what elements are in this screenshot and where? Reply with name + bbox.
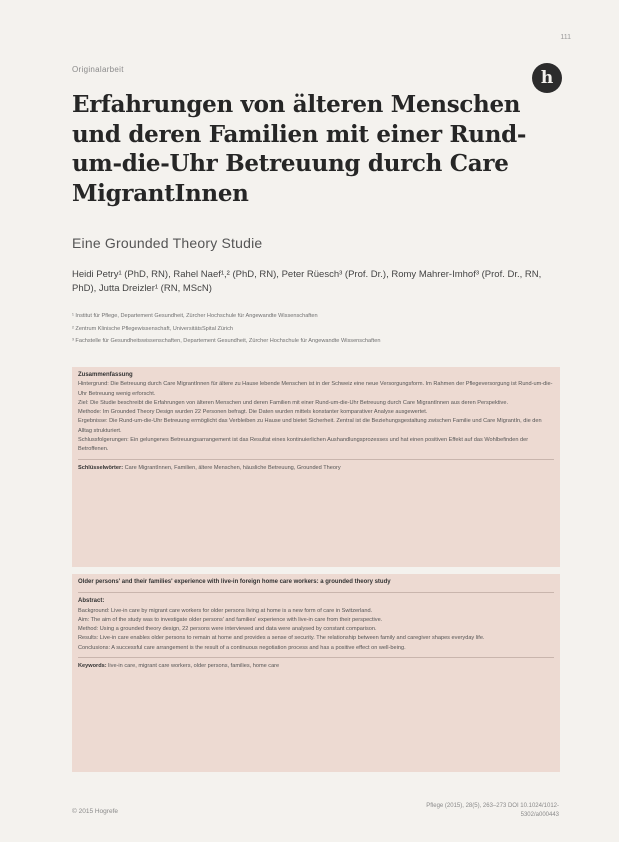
- english-keywords: [78, 657, 554, 671]
- page-number: 111: [560, 34, 571, 41]
- english-abstract-paragraph: Results: Live-in care enables older persons to remain at home and provides a sense of security. The relationship between family and caregiver shapes everyday life.: [78, 635, 485, 642]
- german-abstract-paragraph: Hintergrund: Die Betreuung durch Care MigrantInnen für ältere zu Hause lebende Menschen ist in der Schweiz eine neue Versorgungsform. Im Rahmen der Pflegeversorgung ist Rund-um-die-Uhr Betreuung wenig erforscht.: [78, 381, 553, 397]
- german-abstract-paragraph: Ziel: Die Studie beschreibt die Erfahrungen von älteren Menschen und deren Familien mit einer Rund-um-die-Uhr Betreuung durch Care MigrantInnen aus deren Perspektive.: [78, 399, 509, 406]
- english-abstract-paragraph: Conclusions: A successful care arrangement is the result of a continuous negotiation process and has a positive effect on well-being.: [78, 644, 406, 651]
- english-title: Older persons' and their families' experience with live-in foreign home care workers: a grounded theory study: [78, 578, 554, 593]
- article-title: Erfahrungen von älteren Menschen und deren Familien mit einer Rund-um-die-Uhr Betreuung durch Care MigrantInnen: [72, 91, 527, 207]
- english-keywords-text: live-in care, migrant care workers, older persons, families, home care: [108, 663, 280, 670]
- copyright-notice: © 2015 Hogrefe: [72, 808, 118, 815]
- german-keywords: [78, 459, 554, 473]
- author-list: Heidi Petry¹ (PhD, RN), Rahel Naef¹,² (PhD, RN), Peter Rüesch³ (Prof. Dr.), Romy Mahrer-Imhof³ (Prof. Dr., RN, PhD), Jutta Dreizler¹ (RN, MScN): [72, 269, 542, 294]
- german-abstract-paragraph: Methode: Im Grounded Theory Design wurden 22 Personen befragt. Die Daten wurden mittels konstanter komparativer Analyse ausgewertet.: [78, 409, 428, 416]
- german-abstract-box: [72, 367, 560, 567]
- publisher-logo: h: [532, 63, 562, 93]
- german-abstract-paragraph: Schlussfolgerungen: Ein gelungenes Betreuungsarrangement ist das Resultat eines kontinuierlichen Aushandlungsprozesses und hat einen positiven Effekt auf das Wohlbefinden der Betroffenen.: [78, 437, 529, 453]
- english-keywords-label: Keywords:: [78, 663, 107, 670]
- affiliations: [72, 310, 552, 348]
- english-abstract-paragraph: Aim: The aim of the study was to investigate older persons' and families' experience with live-in care from their perspective.: [78, 616, 383, 623]
- german-abstract-paragraph: Ergebnisse: Die Rund-um-die-Uhr Betreuung ermöglicht das Verbleiben zu Hause und bietet Sicherheit. Zentral ist die Beziehungsgestaltung zwischen Familie und Care MigrantIn, die den Alltag strukturiert.: [78, 418, 542, 434]
- article-subtitle: Eine Grounded Theory Studie: [72, 235, 263, 251]
- english-abstract-paragraph: Method: Using a grounded theory design, 22 persons were interviewed and data were analysed by constant comparison.: [78, 626, 377, 633]
- english-abstract-paragraph: Background: Live-in care by migrant care workers for older persons living at home is a new form of care in Switzerland.: [78, 607, 373, 614]
- citation-info: Pflege (2015), 28(5), 263–273 DOI 10.1024/1012-5302/a000443: [426, 803, 559, 818]
- english-abstract-box: [72, 574, 560, 772]
- affiliation-line: ² Zentrum Klinische Pflegewissenschaft, UniversitätsSpital Zürich: [72, 325, 234, 332]
- english-abstract-heading: Abstract:: [78, 598, 105, 605]
- german-keywords-text: Care MigrantInnen, Familien, ältere Menschen, häusliche Betreuung, Grounded Theory: [124, 464, 341, 471]
- section-label: Originalarbeit: [72, 65, 124, 74]
- german-abstract-heading: Zusammenfassung: [78, 372, 133, 378]
- affiliation-line: ¹ Institut für Pflege, Departement Gesundheit, Zürcher Hochschule für Angewandte Wissenschaften: [72, 313, 318, 319]
- german-keywords-label: Schlüsselwörter:: [78, 464, 124, 471]
- affiliation-line: ³ Fachstelle für Gesundheitswissenschaften, Departement Gesundheit, Zürcher Hochschule für Angewandte Wissenschaften: [72, 338, 381, 344]
